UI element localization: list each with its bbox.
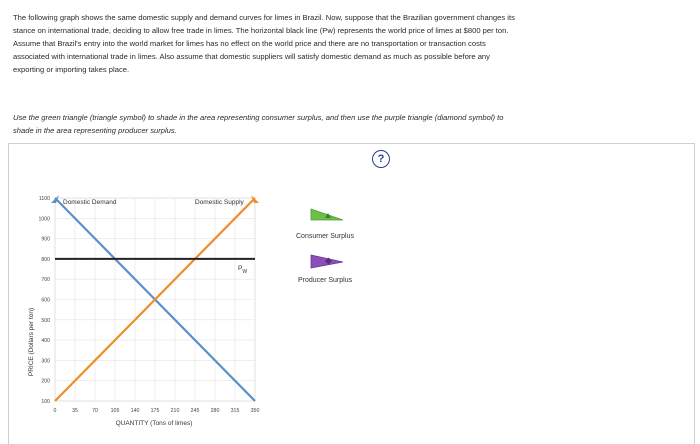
help-icon[interactable]: ? (372, 150, 390, 168)
producer-surplus-tool[interactable] (309, 252, 345, 270)
y-tick-label: 500 (41, 317, 50, 324)
consumer-surplus-label: Consumer Surplus (296, 233, 354, 240)
x-tick-label: 105 (110, 408, 120, 414)
y-tick-label: 200 (41, 378, 50, 385)
x-tick-label: 350 (250, 408, 260, 414)
x-tick-label: 210 (170, 408, 180, 414)
y-tick-label: 1100 (38, 196, 50, 202)
question-line: Assume that Brazil's entry into the world market for limes has no effect on the world price and there are no transportation or transaction costs (13, 39, 486, 48)
x-tick-label: 315 (230, 408, 240, 414)
supply-demand-chart[interactable] (9, 144, 309, 434)
y-tick-label: 600 (41, 297, 50, 304)
demand-label: Domestic Demand (63, 199, 117, 206)
instruction-line: Use the green triangle (triangle symbol) to shade in the area representing consumer surplus, and then use the purple triangle (diamond symbol) to (13, 113, 504, 122)
y-tick-label: 700 (41, 277, 50, 284)
x-tick-label: 245 (190, 408, 200, 414)
y-tick-label: 1000 (38, 216, 50, 223)
question-line: stance on international trade, deciding to allow free trade in limes. The horizontal black line (Pᴡ) represents the world price of limes at $800 per ton. (13, 26, 509, 35)
question-text (13, 11, 593, 76)
x-tick-label: 35 (72, 408, 78, 414)
question-line: exporting or importing takes place. (13, 65, 130, 74)
y-axis-label: PRICE (Dollars per ton) (28, 307, 35, 377)
y-tick-label: 800 (41, 256, 50, 263)
y-tick-label: 900 (41, 236, 50, 243)
x-tick-label: 70 (92, 408, 98, 414)
x-tick-label: 140 (130, 408, 140, 414)
graph-panel (8, 143, 695, 444)
instruction-text (13, 111, 593, 137)
y-tick-label: 400 (41, 338, 50, 345)
x-axis-label: QUANTITY (Tons of limes) (115, 420, 193, 427)
supply-label: Domestic Supply (195, 199, 244, 206)
y-tick-label: 300 (41, 358, 50, 365)
consumer-surplus-tool[interactable] (309, 207, 345, 223)
producer-surplus-label: Producer Surplus (298, 277, 353, 284)
x-tick-label: 175 (150, 408, 160, 414)
question-line: The following graph shows the same domestic supply and demand curves for limes in Brazil. Now, suppose that the Brazilian government changes its (13, 13, 515, 22)
pw-label-sub: W (242, 269, 248, 275)
instruction-line: shade in the area representing producer surplus. (13, 126, 177, 135)
x-tick-label: 280 (210, 408, 220, 414)
y-tick-label: 100 (41, 399, 50, 405)
pw-label (238, 265, 247, 275)
pw-label-main: P (238, 265, 243, 272)
x-tick-label: 0 (53, 408, 57, 414)
question-line: associated with international trade in limes. Also assume that domestic suppliers will satisfy domestic demand as much as possible before any (13, 52, 490, 61)
green-triangle-icon (311, 209, 343, 220)
